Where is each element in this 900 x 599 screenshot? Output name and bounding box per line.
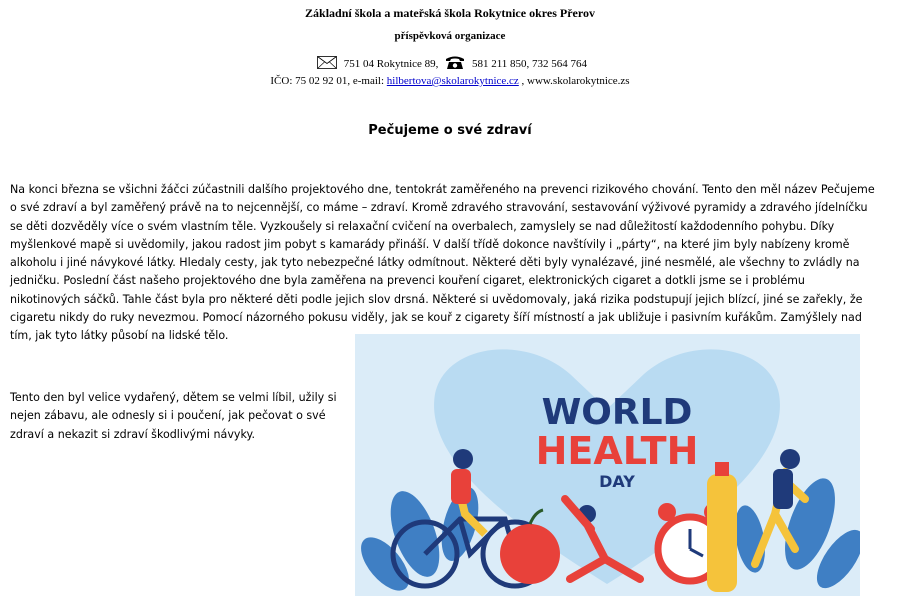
article-title: Pečujeme o své zdraví	[368, 123, 532, 138]
ico-text: IČO: 75 02 92 01, e-mail:	[270, 75, 385, 87]
contact-row-ico	[0, 74, 900, 88]
poster-line-day: DAY	[599, 472, 635, 491]
contact-block	[0, 55, 900, 88]
telephone-icon	[445, 55, 465, 74]
phone-text: 581 211 850, 732 564 764	[471, 58, 588, 71]
world-health-day-poster	[355, 334, 860, 596]
article-side-paragraph: Tento den byl velice vydařený, dětem se velmi líbil, užily si nejen zábavu, ale odnesly si i poučení, jak pečovat o své zdraví a nekazit si zdraví škodlivými návyky.	[10, 391, 337, 441]
contact-row-address	[0, 55, 900, 74]
poster-line-health: HEALTH	[535, 429, 699, 473]
poster-line-world: WORLD	[541, 392, 693, 433]
organization-type: příspěvková organizace	[394, 30, 506, 42]
address-text: 751 04 Rokytnice 89,	[343, 58, 439, 71]
school-name: Základní škola a mateřská škola Rokytnice okres Přerov	[305, 6, 595, 20]
article-paragraph: Na konci března se všichni žáčci zúčastnili dalšího projektového dne, tentokrát zaměřeného na prevenci rizikového chování. Tento den měl název Pečujeme o své zdraví a byl zaměřený právě na to nejcennější, co máme – zdraví. Kromě zdravého stravování, sestavování výživové pyramidy a zdravého jídelníčku se děti dozvěděly více o svém vlastním těle. Vyzkoušely si relaxační cvičení na overbalech, zamyslely se nad důležitostí každodenního pohybu. Díky myšlenkové mapě si uvědomily, jakou radost jim pobyt s kamarády přináší. V další třídě dokonce navštívily i „párty“, na které jim byly nabízeny kromě alkoholu i jiné návykové látky. Hledaly cesty, jak tyto nebezpečné látky odmítnout. Některé děti byly vynalézavé, jiné nesmělé, ale všechny to zvládly na jedničku. Poslední část našeho projektového dne byla zaměřena na prevenci kouření cigaret, elektronických cigaret a dotkli jsme se i problému nikotinových sáčků. Tahle část byla pro některé děti podle jejich slov drsná. Některé si uvědomovaly, jaká rizika podstupují jejich blízcí, jiné se zařekly, že cigaretu nikdy do ruky nevezmou. Pomocí názorného pokusu viděly, jak se kouř z cigarety šíří místností a jak ubližuje i pasivním kuřákům. Zamýšlely nad tím, jak tyto látky působí na lidské tělo.	[10, 183, 875, 343]
email-link[interactable]: hilbertova@skolarokytnice.cz	[386, 75, 519, 87]
web-text: , www.skolarokytnice.zs	[521, 75, 630, 87]
bottle-illustration	[707, 462, 737, 592]
envelope-icon	[317, 56, 337, 73]
